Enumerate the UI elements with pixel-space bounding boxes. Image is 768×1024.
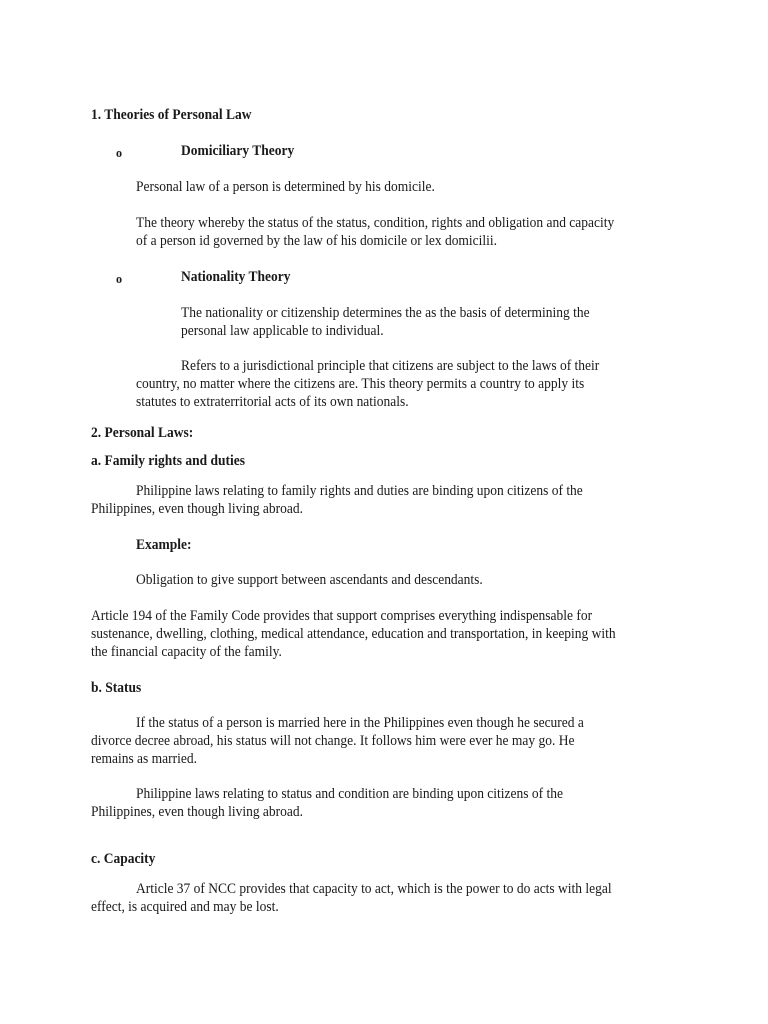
bullet-domiciliary: o bbox=[116, 145, 123, 160]
example-label: Example: bbox=[136, 537, 192, 553]
status-paragraph-2-line-1: Philippine laws relating to status and condition are binding upon citizens of the bbox=[136, 786, 563, 802]
domiciliary-paragraph-2-line-2: of a person id governed by the law of his domicile or lex domicilii. bbox=[136, 233, 498, 249]
domiciliary-paragraph-1: Personal law of a person is determined by his domicile. bbox=[136, 179, 435, 195]
nationality-theory-title: Nationality Theory bbox=[181, 269, 291, 285]
article-194-line-2: sustenance, dwelling, clothing, medical attendance, education and transportation, in keeping with bbox=[91, 626, 616, 642]
status-paragraph-1-line-2: divorce decree abroad, his status will not change. It follows him were ever he may go. He bbox=[91, 733, 575, 749]
nationality-paragraph-2-line-3: statutes to extraterritorial acts of its own nationals. bbox=[136, 394, 409, 410]
nationality-paragraph-1-line-2: personal law applicable to individual. bbox=[181, 323, 384, 339]
status-paragraph-1-line-3: remains as married. bbox=[91, 751, 197, 767]
capacity-paragraph-line-2: effect, is acquired and may be lost. bbox=[91, 899, 279, 915]
nationality-paragraph-2-line-2: country, no matter where the citizens are. This theory permits a country to apply its bbox=[136, 376, 585, 392]
family-rights-paragraph-line-2: Philippines, even though living abroad. bbox=[91, 501, 303, 517]
domiciliary-theory-title: Domiciliary Theory bbox=[181, 143, 295, 159]
section-1-heading: 1. Theories of Personal Law bbox=[91, 107, 252, 123]
status-paragraph-1-line-1: If the status of a person is married here in the Philippines even though he secured a bbox=[136, 715, 584, 731]
section-2-heading: 2. Personal Laws: bbox=[91, 425, 194, 441]
family-rights-paragraph-line-1: Philippine laws relating to family rights and duties are binding upon citizens of the bbox=[136, 483, 583, 499]
status-paragraph-2-line-2: Philippines, even though living abroad. bbox=[91, 804, 303, 820]
article-194-line-3: the financial capacity of the family. bbox=[91, 644, 282, 660]
capacity-paragraph-line-1: Article 37 of NCC provides that capacity to act, which is the power to do acts with legal bbox=[136, 881, 612, 897]
article-194-line-1: Article 194 of the Family Code provides that support comprises everything indispensable for bbox=[91, 608, 593, 624]
domiciliary-paragraph-2-line-1: The theory whereby the status of the status, condition, rights and obligation and capacity bbox=[136, 215, 615, 231]
capacity-heading: c. Capacity bbox=[91, 851, 156, 867]
nationality-paragraph-1-line-1: The nationality or citizenship determines the as the basis of determining the bbox=[181, 305, 590, 321]
bullet-nationality: o bbox=[116, 271, 123, 286]
status-heading: b. Status bbox=[91, 680, 142, 696]
example-text: Obligation to give support between ascendants and descendants. bbox=[136, 572, 483, 588]
family-rights-heading: a. Family rights and duties bbox=[91, 453, 245, 469]
nationality-paragraph-2-line-1: Refers to a jurisdictional principle that citizens are subject to the laws of their bbox=[181, 358, 600, 374]
